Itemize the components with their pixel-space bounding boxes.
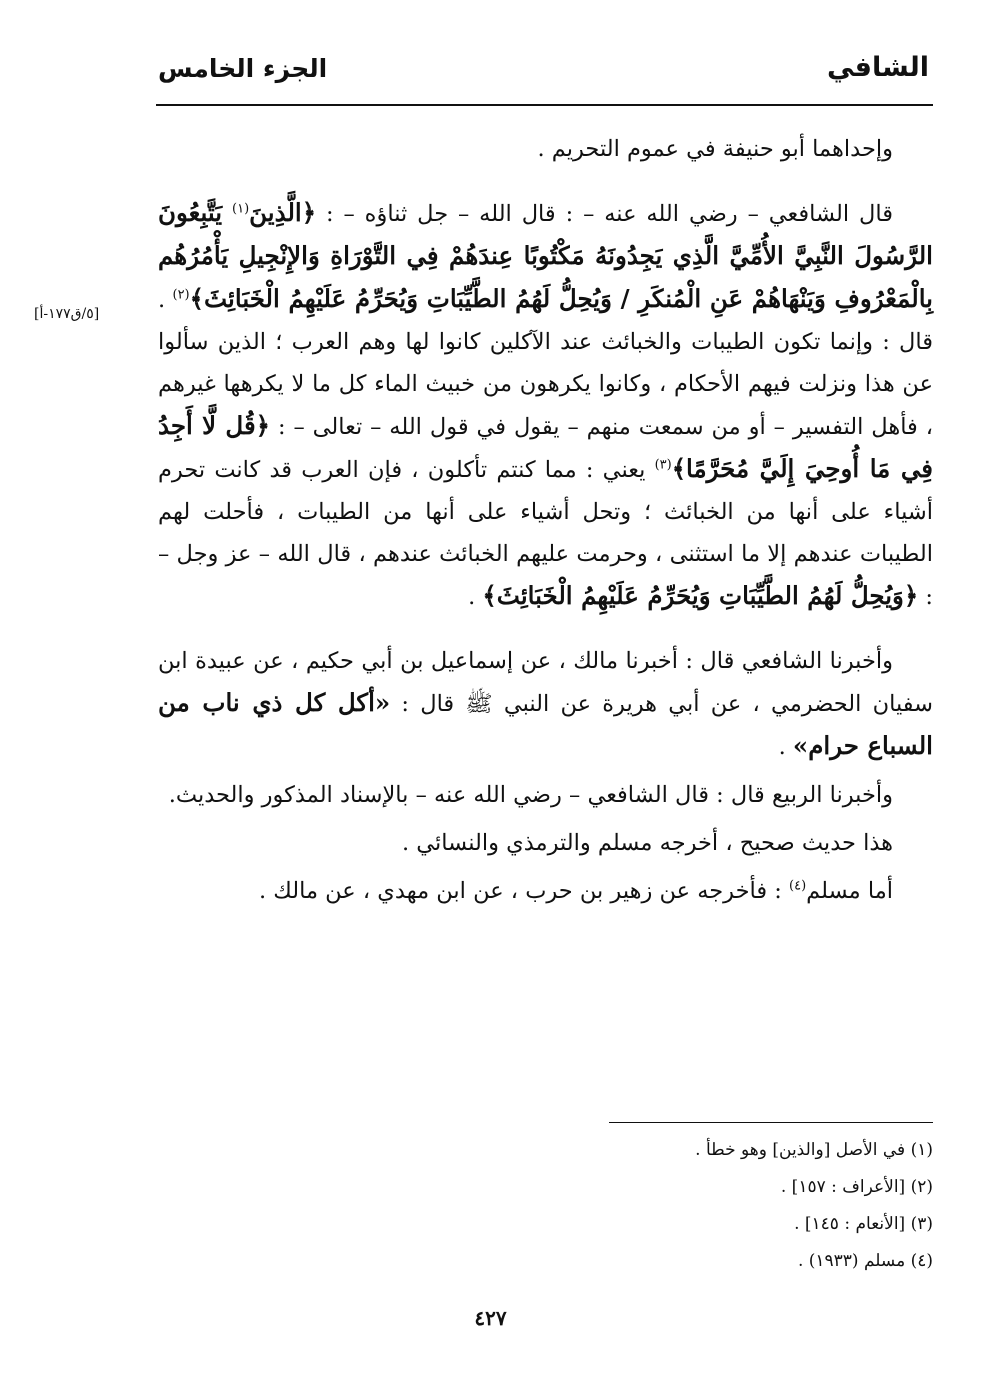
quran-verse: ﴿الَّذِينَ	[249, 198, 317, 227]
footnotes	[333, 1132, 933, 1280]
paragraph-text: قال الشافعي – رضي الله عنه – : قال الله – جل ثناؤه – :	[326, 201, 894, 227]
book-title: الشافي	[826, 52, 929, 83]
paragraph-5: هذا حديث صحيح ، أخرجه مسلم والترمذي والنسائي .	[401, 830, 893, 856]
page-number: ٤٢٧	[474, 1306, 507, 1330]
header-divider	[156, 104, 933, 106]
paragraph-text: : فأخرجه عن زهير بن حرب ، عن ابن مهدي ، عن مالك .	[259, 878, 782, 904]
paragraph-text: .	[468, 584, 476, 610]
footnote-item: (١) في الأصل [والذين] وهو خطأ .	[695, 1140, 933, 1160]
paragraph-6	[158, 870, 933, 912]
paragraph-2	[158, 192, 933, 618]
quran-verse: ﴿قُل لَّا أَجِدُ فِي مَا أُوحِيَ إِلَيَّ مُحَرَّمًا﴾	[158, 411, 934, 483]
footnote-item: (٣) [الأنعام : ١٤٥] .	[794, 1214, 933, 1234]
paragraph-text: وأخبرنا الشافعي قال : أخبرنا مالك ، عن إسماعيل بن أبي حكيم ، عن عبيدة ابن سفيان الحضرمي ، عن أبي هريرة عن النبي ﷺ قال :	[158, 648, 933, 717]
footnote-divider	[609, 1122, 933, 1123]
manuscript-folio-note: [٥/ق١٧٧-أ]	[34, 306, 100, 322]
paragraph-text: . قال : وإنما تكون الطيبات والخبائث عند الآكلين كانوا لها وهم العرب ؛ الذين سألوا عن هذا ونزلت فيهم الأحكام ، وكانوا يكرهون من خبيث الماء كل ما لا يكرهها غيرهم ، فأهل التفسير – أو من سمعت منهم – يقول في قول الله – تعالى – :	[158, 287, 933, 440]
paragraph-1: وإحداهما أبو حنيفة في عموم التحريم .	[537, 136, 893, 162]
paragraph-text: .	[778, 734, 786, 760]
footnote-item: (٤) مسلم (١٩٣٣) .	[797, 1251, 933, 1271]
footnote-marker: (٣)	[654, 457, 672, 473]
volume-title: الجزء الخامس	[158, 54, 328, 83]
paragraph-text: أما مسلم	[806, 878, 893, 904]
footnote-item: (٢) [الأعراف : ١٥٧] .	[780, 1177, 933, 1197]
footnote-marker: (١)	[232, 201, 250, 217]
hadith-quote: «أكل كل ذي ناب من السباع حرام»	[158, 688, 933, 760]
quran-verse: يَتَّبِعُونَ الرَّسُولَ النَّبِيَّ الأُمِّيَّ الَّذِي يَجِدُونَهُ مَكْتُوبًا عِندَهُمْ فِي التَّوْرَاةِ وَالإِنْجِيلِ يَأْمُرُهُم بِالْمَعْرُوفِ وَيَنْهَاهُمْ عَنِ الْمُنكَرِ / وَيُحِلُّ لَهُمُ الطَّيِّبَاتِ وَيُحَرِّمُ عَلَيْهِمُ الْخَبَائِثَ﴾	[158, 198, 933, 313]
paragraph-4: وأخبرنا الربيع قال : قال الشافعي – رضي الله عنه – بالإسناد المذكور والحديث.	[168, 782, 893, 808]
footnote-marker: (٢)	[172, 287, 190, 303]
paragraph-text: يعني : مما كنتم تأكلون ، فإن العرب قد كانت تحرم أشياء على أنها من الخبائث ؛ وتحل أشياء على أنها من الطيبات ، فأحلت لهم الطيبات عندهم إلا ما استثنى ، وحرمت عليهم الخبائث عندهم ، قال الله – عز وجل – :	[158, 457, 933, 610]
quran-verse: ﴿وَيُحِلُّ لَهُمُ الطَّيِّبَاتِ وَيُحَرِّمُ عَلَيْهِمُ الْخَبَائِثَ﴾	[482, 581, 919, 610]
paragraph-3	[158, 640, 933, 768]
page-body	[158, 128, 933, 912]
footnote-marker: (٤)	[789, 878, 807, 894]
